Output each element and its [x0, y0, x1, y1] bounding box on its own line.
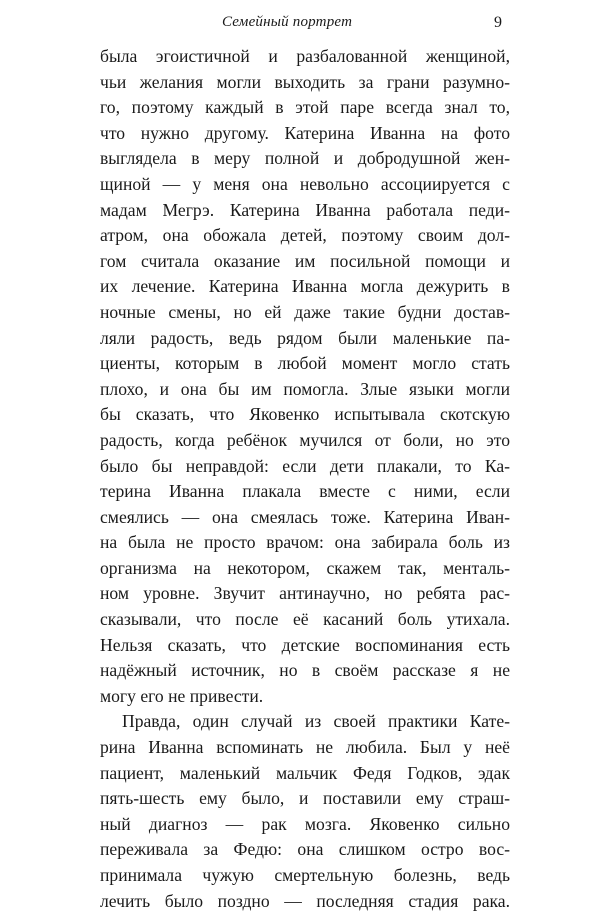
text-line: щиной — у меня она невольно ассоциируется с [100, 173, 510, 194]
text-line: плохо, и она бы им помогла. Злые языки могли [100, 378, 510, 399]
text-line: ный диагноз — рак мозга. Яковенко сильно [100, 813, 510, 834]
text-line: организма на некотором, скажем так, менталь- [100, 557, 510, 578]
text-line: было бы неправдой: если дети плакали, то Ка- [100, 455, 510, 476]
text-line: радость, когда ребёнок мучился от боли, но это [100, 429, 510, 450]
paragraph-start-line: Правда, один случай из своей практики Кате- [122, 711, 510, 732]
text-line: чьи желания могли выходить за грани разумно- [100, 71, 510, 92]
text-line: сказывали, что после её касаний боль утихала. [100, 609, 510, 630]
text-line: переживала за Федю: она слишком остро вос- [100, 839, 510, 860]
text-line: Нельзя сказать, что детские воспоминания есть [100, 634, 510, 655]
text-line: выглядела в меру полной и добродушной жен- [100, 148, 510, 169]
page-header [100, 14, 502, 36]
text-line: надёжный источник, но в своём рассказе я не [100, 660, 510, 681]
text-line: была эгоистичной и разбалованной женщиной, [100, 46, 510, 66]
text-line: циенты, которым в любой момент могло стать [100, 353, 510, 374]
text-line: лечить было поздно — последняя стадия рака. [100, 890, 510, 911]
text-line: терина Иванна плакала вместе с ними, если [100, 481, 510, 502]
text-line: смеялись — она смеялась тоже. Катерина Иван- [100, 506, 510, 527]
text-line: ляли радость, ведь рядом были маленькие па- [100, 327, 510, 348]
page-number: 9 [494, 14, 502, 31]
running-title: Семейный портрет [222, 14, 353, 30]
text-line: что нужно другому. Катерина Иванна на фото [100, 122, 510, 143]
paragraph-end-line: могу его не привести. [100, 685, 264, 706]
text-line: на была не просто врачом: она забирала боль из [100, 532, 510, 553]
body-text [100, 44, 510, 914]
text-line: рина Иванна вспоминать не любила. Был у неё [100, 737, 510, 758]
text-line: принимала чужую смертельную болезнь, ведь [100, 865, 510, 885]
text-line: ночные смены, но ей даже такие будни достав- [100, 301, 510, 322]
text-line: гом считала оказание им посильной помощи и [100, 250, 510, 271]
text-line: их лечение. Катерина Иванна могла дежурить в [100, 276, 510, 297]
text-line: пять-шесть ему было, и поставили ему страш- [100, 788, 510, 809]
text-line: го, поэтому каждый в этой паре всегда знал то, [100, 97, 510, 118]
text-line: бы сказать, что Яковенко испытывала скотскую [100, 404, 510, 425]
text-line: мадам Мегрэ. Катерина Иванна работала педи- [100, 199, 510, 220]
text-line: пациент, маленький мальчик Федя Годков, эдак [100, 762, 510, 783]
text-line: ном уровне. Звучит антинаучно, но ребята рас- [100, 583, 510, 604]
text-line: атром, она обожала детей, поэтому своим дол- [100, 225, 510, 246]
